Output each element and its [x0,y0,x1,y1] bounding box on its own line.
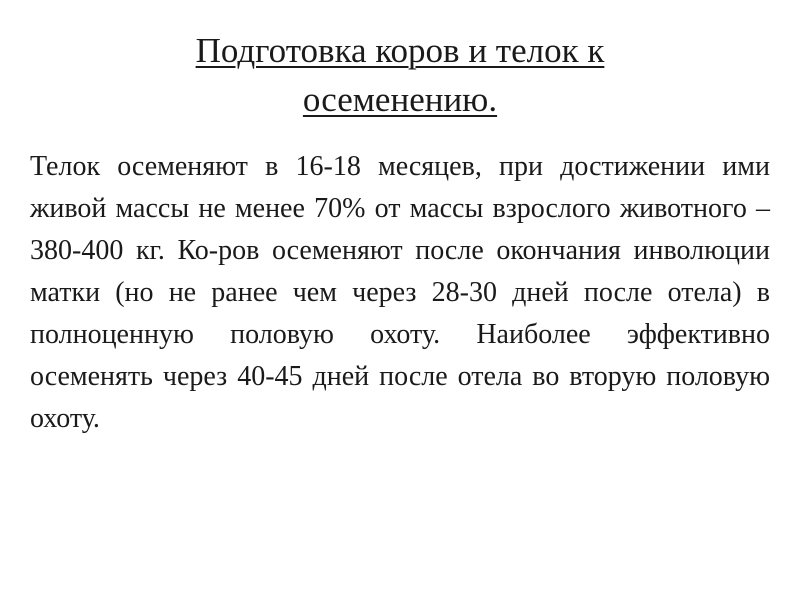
slide-title [40,26,760,124]
slide-title-line-2: осеменению. [302,80,498,119]
slide-title-line-1: Подготовка коров и телок к [195,31,605,70]
slide-body-text: Телок осеменяют в 16-18 месяцев, при достижении ими живой массы не менее 70% от массы взрослого животного – 380-400 кг. Ко-ров осеменяют после окончания инволюции матки (но не ранее чем через 28-30 дней после отела) в полноценную половую охоту. Наиболее эффективно осеменять через 40-45 дней после отела во вторую половую охоту. [30,151,770,434]
